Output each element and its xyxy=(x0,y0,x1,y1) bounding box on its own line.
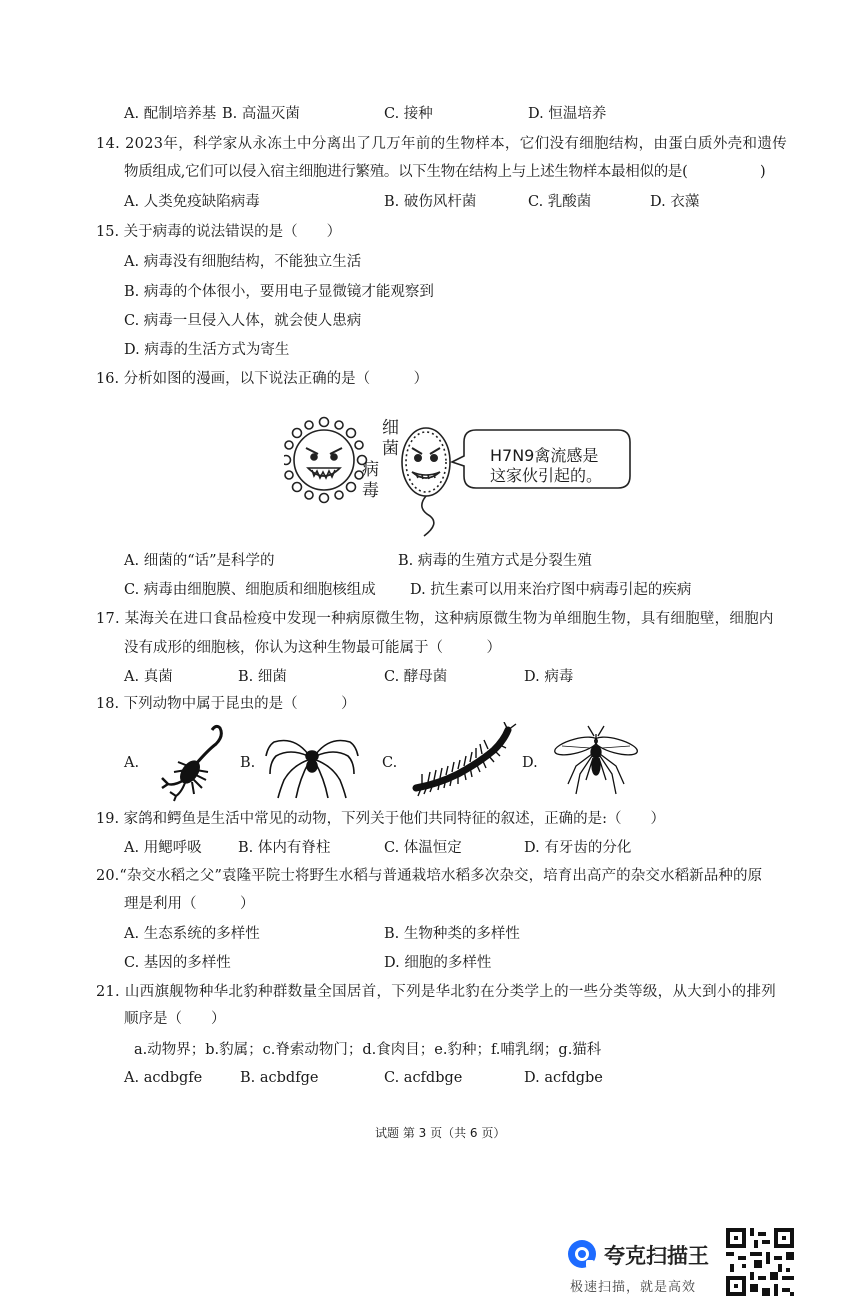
q17-option-b: B. 细菌 xyxy=(238,669,287,685)
speech-line1: H7N9禽流感是 xyxy=(490,446,599,465)
q17-stem-line1: 17. 某海关在进口食品检疫中发现一种病原微生物，这种病原微生物为单细胞生物，具有细胞壁，细胞内 xyxy=(96,611,774,627)
scorpion-icon xyxy=(150,722,240,802)
q19-option-a: A. 用鳃呼吸 xyxy=(124,840,202,856)
q14-option-b: B. 破伤风杆菌 xyxy=(384,194,477,210)
q14-stem-line2: 物质组成,它们可以侵入宿主细胞进行繁殖。以下生物在结构上与上述生物样本最相似的是( xyxy=(124,164,688,180)
q14-stem-line1: 14. 2023年，科学家从永冻土中分离出了几万年前的生物样本，它们没有细胞结构，由蛋白质外壳和遗传 xyxy=(96,136,788,152)
q21-stem-line2: 顺序是（ ） xyxy=(124,1011,226,1027)
q20-option-b: B. 生物种类的多样性 xyxy=(384,926,520,942)
qr-code-icon xyxy=(726,1228,794,1296)
q20-option-d: D. 细胞的多样性 xyxy=(384,955,492,971)
mosquito-icon xyxy=(546,722,646,802)
q20-option-c: C. 基因的多样性 xyxy=(124,955,231,971)
q18-label-d: D. xyxy=(522,755,538,771)
q17-option-a: A. 真菌 xyxy=(124,669,173,685)
q16-option-c: C. 病毒由细胞膜、细胞质和细胞核组成 xyxy=(124,582,376,598)
speech-line2: 这家伙引起的。 xyxy=(490,466,603,485)
brand-name: 夸克扫描王 xyxy=(604,1244,709,1268)
q13-option-b: B. 高温灭菌 xyxy=(222,106,300,122)
q17-option-d: D. 病毒 xyxy=(524,669,574,685)
q21-option-d: D. acfdgbe xyxy=(524,1070,603,1086)
q18-label-a: A. xyxy=(124,755,140,771)
q21-option-b: B. acbdfge xyxy=(240,1070,319,1086)
q21-items: a.动物界；b.豹属；c.脊索动物门；d.食肉目；e.豹种；f.哺乳纲；g.猫科 xyxy=(134,1042,602,1058)
q20-option-a: A. 生态系统的多样性 xyxy=(124,926,260,942)
q13-option-a: A. 配制培养基 xyxy=(124,106,217,122)
q16-option-a: A. 细菌的“话”是科学的 xyxy=(124,553,275,569)
q19-option-c: C. 体温恒定 xyxy=(384,840,462,856)
q14-option-a: A. 人类免疫缺陷病毒 xyxy=(124,194,260,210)
q13-option-d: D. 恒温培养 xyxy=(528,106,607,122)
q18-stem: 18. 下列动物中属于昆虫的是（ ） xyxy=(96,696,356,712)
q14-option-d: D. 衣藻 xyxy=(650,194,700,210)
q15-option-b: B. 病毒的个体很小，要用电子显微镜才能观察到 xyxy=(124,284,434,300)
q21-stem-line1: 21. 山西旗舰物种华北豹种群数量全国居首，下列是华北豹在分类学上的一些分类等级，从大到小的排列 xyxy=(96,984,777,1000)
q15-stem: 15. 关于病毒的说法错误的是（ ） xyxy=(96,224,342,240)
q15-option-a: A. 病毒没有细胞结构，不能独立生活 xyxy=(124,254,362,270)
bacterium-body-icon xyxy=(402,428,450,496)
q13-option-c: C. 接种 xyxy=(384,106,433,122)
q19-option-b: B. 体内有脊柱 xyxy=(238,840,331,856)
q18-label-c: C. xyxy=(382,755,398,771)
flagellum-icon xyxy=(422,496,434,536)
scanner-brand xyxy=(566,1236,716,1296)
q21-option-c: C. acfdbge xyxy=(384,1070,463,1086)
q15-option-d: D. 病毒的生活方式为寄生 xyxy=(124,342,290,358)
virus-body-icon xyxy=(294,430,354,490)
q21-option-a: A. acdbgfe xyxy=(124,1070,203,1086)
q18-label-b: B. xyxy=(240,755,256,771)
q14-bracket-close: ) xyxy=(760,164,766,180)
q15-option-c: C. 病毒一旦侵入人体，就会使人患病 xyxy=(124,313,362,329)
page-footer: 试题 第 3 页（共 6 页） xyxy=(375,1126,506,1140)
brand-slogan: 极速扫描，就是高效 xyxy=(570,1280,697,1295)
q19-stem: 19. 家鸽和鳄鱼是生活中常见的动物，下列关于他们共同特征的叙述，正确的是:（ ） xyxy=(96,811,666,827)
bacteria-label: 细菌 xyxy=(382,418,399,459)
q14-option-c: C. 乳酸菌 xyxy=(528,194,592,210)
q19-option-d: D. 有牙齿的分化 xyxy=(524,840,632,856)
q17-option-c: C. 酵母菌 xyxy=(384,669,448,685)
spider-icon xyxy=(264,722,360,802)
virus-label: 病毒 xyxy=(362,460,379,501)
q16-stem: 16. 分析如图的漫画，以下说法正确的是（ ） xyxy=(96,371,429,387)
q20-stem-line2: 理是利用（ ） xyxy=(124,896,255,912)
quark-logo-icon xyxy=(566,1238,598,1270)
q16-option-b: B. 病毒的生殖方式是分裂生殖 xyxy=(398,553,592,569)
centipede-icon xyxy=(408,722,518,802)
q17-stem-line2: 没有成形的细胞核，你认为这种生物最可能属于（ ） xyxy=(124,640,501,656)
q20-stem-line1: 20.“杂交水稻之父”袁隆平院士将野生水稻与普通栽培水稻多次杂交，培育出高产的杂交水稻新品种的原 xyxy=(96,868,763,884)
q16-option-d: D. 抗生素可以用来治疗图中病毒引起的疾病 xyxy=(410,582,692,598)
